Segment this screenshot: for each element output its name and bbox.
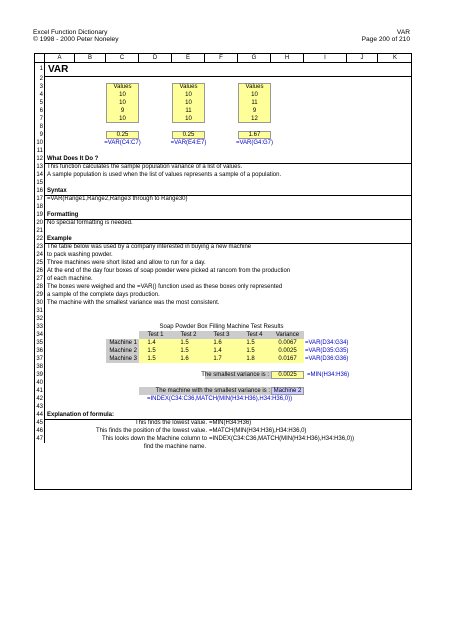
m1-test-2: 1.5: [180, 340, 189, 346]
row-header[interactable]: 19: [36, 212, 43, 218]
m3-formula: =VAR(D36:G36): [305, 356, 349, 362]
col-header-a[interactable]: A: [45, 54, 75, 63]
row-header[interactable]: 9: [35, 131, 45, 139]
m3-test-3: 1.7: [213, 356, 222, 362]
m2-formula: =VAR(D35:G35): [305, 348, 349, 354]
row-header[interactable]: 31: [36, 308, 43, 314]
example-heading: Example: [47, 236, 72, 242]
row-header[interactable]: 35: [36, 340, 43, 346]
formula-g10: =VAR(G4:G7): [235, 140, 274, 146]
corner-cell: [35, 54, 45, 63]
example-line-8: The machine with the smallest variance was the most consistent.: [47, 300, 220, 306]
row-header[interactable]: 14: [36, 172, 43, 178]
row-header[interactable]: 8: [35, 123, 45, 131]
machine-label: The machine with the smallest variance is :: [155, 388, 270, 394]
row-header[interactable]: 29: [36, 292, 43, 298]
value-c7: 10: [119, 116, 126, 122]
test-header-1: Test 1: [147, 332, 164, 338]
what-line-1: This function calculates the sample population variance of a list of values.: [47, 164, 243, 170]
example-line-7: a sample of the complete days production.: [47, 292, 160, 298]
what-heading: What Does It Do ?: [47, 156, 99, 162]
row-header[interactable]: 44: [36, 412, 43, 418]
col-header-k[interactable]: K: [378, 54, 412, 63]
machine-1-name: Machine 1: [109, 340, 137, 346]
values-header-e: Values: [179, 84, 198, 90]
smallest-formula: =MIN(H34:H36): [307, 372, 350, 378]
row-header[interactable]: 16: [36, 188, 43, 194]
example-line-5: of each machine.: [47, 276, 93, 282]
m1-test-1: 1.4: [147, 340, 156, 346]
row-header[interactable]: 13: [36, 164, 43, 170]
value-c5: 10: [119, 100, 126, 106]
row-header[interactable]: 47: [36, 436, 43, 442]
row-header[interactable]: 41: [36, 388, 43, 394]
row-header[interactable]: 33: [36, 324, 43, 330]
row-header[interactable]: 28: [36, 284, 43, 290]
title-underline: [45, 76, 412, 77]
result-e9: 0.25: [182, 132, 195, 138]
value-e7: 10: [185, 116, 192, 122]
explanation-left-1: This finds the lowest value.: [134, 420, 207, 426]
values-header-g: Values: [245, 84, 264, 90]
row-header[interactable]: 39: [36, 372, 43, 378]
smallest-value: 0.0025: [278, 372, 297, 378]
test-header-variance: Variance: [275, 332, 300, 338]
col-header-j[interactable]: J: [347, 54, 378, 63]
values-header-c: Values: [113, 84, 132, 90]
col-header-f[interactable]: F: [205, 54, 238, 63]
page-number: Page 200 of 210: [361, 36, 410, 43]
value-g4: 10: [251, 92, 258, 98]
row-header[interactable]: 46: [36, 428, 43, 434]
row-header[interactable]: 3: [35, 83, 45, 91]
m1-test-4: 1.5: [246, 340, 255, 346]
m1-test-3: 1.6: [213, 340, 222, 346]
machine-formula: =INDEX(C34:C36,MATCH(MIN(H34:H36),H34:H36,0)): [147, 396, 293, 402]
row-header[interactable]: 25: [36, 260, 43, 266]
row-header[interactable]: 36: [36, 348, 43, 354]
m2-test-2: 1.5: [180, 348, 189, 354]
m1-formula: =VAR(D34:G34): [305, 340, 349, 346]
row-header[interactable]: 37: [36, 356, 43, 362]
row-header[interactable]: 40: [36, 380, 43, 386]
row-header[interactable]: 18: [36, 204, 43, 210]
row-header[interactable]: 24: [36, 252, 43, 258]
explanation-left-2: This finds the position of the lowest value.: [95, 428, 207, 434]
sheet-title: VAR: [48, 64, 69, 75]
row-header[interactable]: 26: [36, 268, 43, 274]
row-header[interactable]: 23: [36, 244, 43, 250]
row-header[interactable]: 7: [35, 115, 45, 123]
machine-2-name: Machine 2: [109, 348, 137, 354]
example-line-4: At the end of the day four boxes of soap powder were picked at rancom from the production: [47, 268, 291, 274]
copyright: © 1998 - 2000 Peter Noneley: [33, 36, 119, 43]
value-g5: 11: [251, 100, 258, 106]
row-header[interactable]: 42: [36, 396, 43, 402]
row-header[interactable]: 6: [35, 107, 45, 115]
row-header[interactable]: 10: [36, 140, 43, 146]
m2-variance: 0.0025: [278, 348, 297, 354]
row-header[interactable]: 12: [36, 156, 43, 162]
value-g7: 12: [251, 116, 258, 122]
m2-test-1: 1.5: [147, 348, 156, 354]
smallest-label: The smallest variance is :: [201, 372, 269, 378]
function-name: VAR: [396, 29, 410, 36]
row-header[interactable]: 5: [35, 99, 45, 107]
value-e4: 10: [185, 92, 192, 98]
example-line-3: Three machines were short listed and allow to run for a day.: [47, 260, 206, 266]
formula-c10: =VAR(C4:C7): [104, 140, 141, 146]
value-g6: 9: [252, 108, 257, 114]
row-header[interactable]: 32: [36, 316, 43, 322]
col-header-i[interactable]: I: [304, 54, 347, 63]
m2-test-4: 1.5: [246, 348, 255, 354]
m3-test-2: 1.6: [180, 356, 189, 362]
row-header[interactable]: 38: [36, 364, 43, 370]
test-header-3: Test 3: [213, 332, 230, 338]
example-line-2: to pack washing powder.: [47, 252, 113, 258]
spreadsheet: [34, 53, 412, 490]
row-header[interactable]: 1: [35, 63, 45, 75]
row-header[interactable]: 45: [36, 420, 43, 426]
col-header-d[interactable]: D: [139, 54, 172, 63]
row-header[interactable]: 11: [36, 148, 43, 154]
row-header[interactable]: 27: [36, 276, 43, 282]
m3-test-4: 1.8: [246, 356, 255, 362]
formatting-line: No special formatting is needed.: [47, 220, 133, 226]
result-g9: 1.67: [248, 132, 261, 138]
col-header-e[interactable]: E: [172, 54, 205, 63]
row-header[interactable]: 22: [36, 236, 43, 242]
example-line-1: The table below was used by a company interested in buying a new machine: [47, 244, 252, 250]
formatting-heading: Formatting: [47, 212, 79, 218]
col-header-h[interactable]: H: [271, 54, 304, 63]
m1-variance: 0.0067: [278, 340, 297, 346]
syntax-heading: Syntax: [47, 188, 67, 194]
m3-variance: 0.0167: [278, 356, 297, 362]
machine-3-name: Machine 3: [109, 356, 137, 362]
value-e5: 10: [185, 100, 192, 106]
example-line-6: The boxes were weighed and the =VAR() function used as these boxes only represented: [47, 284, 283, 290]
row-header[interactable]: 17: [36, 196, 43, 202]
doc-title: Excel Function Dictionary: [33, 29, 108, 36]
explanation-heading: Explanation of formula:: [47, 412, 115, 418]
row-header[interactable]: 21: [36, 228, 43, 234]
m3-test-1: 1.5: [147, 356, 156, 362]
row-header[interactable]: 2: [35, 75, 45, 83]
result-c9: 0.25: [116, 132, 129, 138]
value-c4: 10: [119, 92, 126, 98]
explanation-left-3: This looks down the Machine column to: [101, 436, 207, 442]
explanation-left-4: find the machine name.: [143, 444, 207, 450]
value-c6: 9: [120, 108, 125, 114]
col-header-b[interactable]: B: [75, 54, 106, 63]
test-header-4: Test 4: [246, 332, 263, 338]
machine-value: Machine 2: [273, 388, 302, 394]
col-header-c[interactable]: C: [106, 54, 139, 63]
explanation-right-1: =MIN(H34:H36): [209, 420, 252, 426]
row-header[interactable]: 15: [36, 180, 43, 186]
row-header[interactable]: 43: [36, 404, 43, 410]
row-header[interactable]: 4: [35, 91, 45, 99]
col-header-g[interactable]: G: [238, 54, 271, 63]
row-header[interactable]: 30: [36, 300, 43, 306]
what-line-2: A sample population is used when the list of values represents a sample of a population.: [47, 172, 282, 178]
m2-test-3: 1.4: [213, 348, 222, 354]
row-header[interactable]: 34: [36, 332, 43, 338]
syntax-line: =VAR(Range1,Range2,Range3 through to Range30): [47, 196, 188, 202]
explanation-right-3: =INDEX(C34:C36,MATCH(MIN(H34:H36),H34:H36,0)): [209, 436, 355, 442]
test-table-title: Soap Powder Box Filling Machine Test Results: [159, 324, 284, 330]
explanation-right-2: =MATCH(MIN(H34:H36),H34:H36,0): [209, 428, 307, 434]
test-header-2: Test 2: [180, 332, 197, 338]
value-e6: 11: [185, 108, 192, 114]
formula-e10: =VAR(E4:E7): [170, 140, 207, 146]
row-header[interactable]: 20: [36, 220, 43, 226]
